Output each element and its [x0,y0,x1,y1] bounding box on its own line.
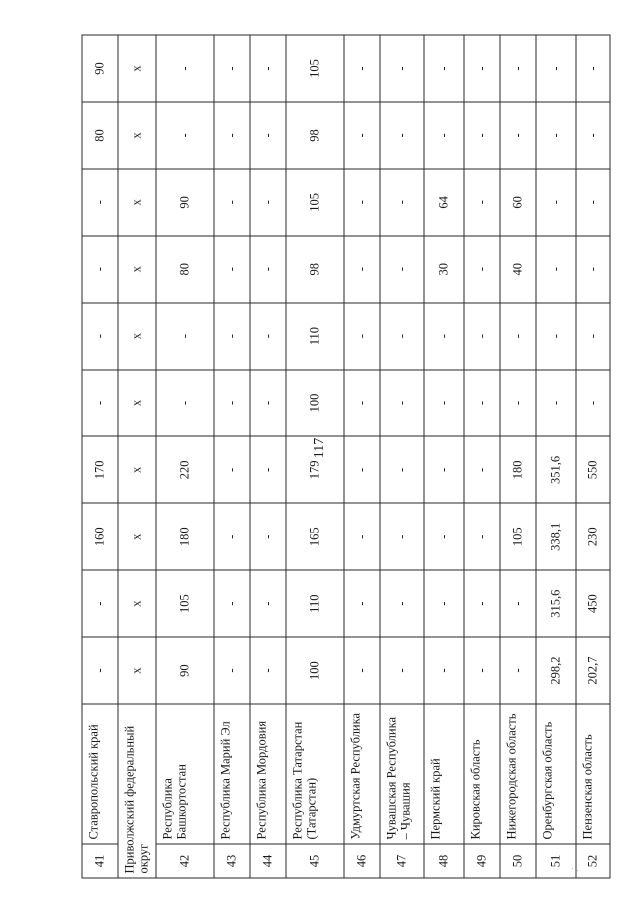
value-cell: - [214,436,250,503]
page-number: 117 [312,437,327,459]
value-cell: - [214,102,250,169]
value-cell: - [250,503,286,570]
value-cell: 450 [576,570,610,637]
value-cell: х [118,436,156,503]
value-cell: - [82,370,118,437]
scan-speck [577,870,578,871]
value-cell: 105 [500,503,536,570]
value-cell: - [536,35,576,102]
table-body [82,35,610,878]
value-cell: - [82,169,118,236]
value-cell: - [576,35,610,102]
value-cell: - [344,503,380,570]
value-cell: х [118,102,156,169]
value-cell: - [250,236,286,303]
value-cell: - [464,570,500,637]
value-cell: 160 [82,503,118,570]
value-cell: - [380,102,424,169]
value-cell: - [576,102,610,169]
value-cell: - [380,303,424,370]
value-cell: х [118,637,156,704]
value-cell: - [576,236,610,303]
value-cell: - [250,303,286,370]
value-cell: - [344,303,380,370]
value-cell: - [380,35,424,102]
value-cell: - [464,303,500,370]
region-name-cell: Пермский край [424,704,464,844]
scan-speck [572,868,573,869]
value-cell: 30 [424,236,464,303]
value-cell: - [464,102,500,169]
value-cell: 105 [286,169,344,236]
region-name-cell: Республика Татарстан (Татарстан) [286,704,344,844]
value-cell: 80 [82,102,118,169]
value-cell: - [380,436,424,503]
region-name-cell: Пензенская область [576,704,610,844]
value-cell: - [464,35,500,102]
value-cell: - [82,236,118,303]
value-cell: 298,2 [536,637,576,704]
value-cell: - [380,503,424,570]
region-name-cell: Чувашская Республика – Чувашия [380,704,424,844]
value-cell: х [118,169,156,236]
region-name-cell: Республика Мордовия [250,704,286,844]
value-cell: - [214,637,250,704]
value-cell: - [424,570,464,637]
value-cell: 80 [156,236,214,303]
value-cell: - [250,637,286,704]
value-cell: - [536,303,576,370]
value-cell: - [464,503,500,570]
value-cell: 90 [156,637,214,704]
table-row [576,35,610,878]
row-number-cell: 49 [464,844,500,878]
value-cell: х [118,35,156,102]
value-cell: 64 [424,169,464,236]
value-cell: 170 [82,436,118,503]
value-cell: 338,1 [536,503,576,570]
value-cell: 351,6 [536,436,576,503]
value-cell: х [118,370,156,437]
value-cell: - [82,303,118,370]
value-cell: - [424,436,464,503]
region-name-cell: Удмуртская Республика [344,704,380,844]
row-number-cell: 48 [424,844,464,878]
value-cell: - [424,303,464,370]
value-cell: - [156,102,214,169]
row-number-cell: 51 [536,844,576,878]
value-cell: 180 [156,503,214,570]
value-cell: 40 [500,236,536,303]
value-cell: 220 [156,436,214,503]
table-row [82,35,118,878]
value-cell: - [214,236,250,303]
value-cell: 98 [286,102,344,169]
value-cell: - [500,303,536,370]
value-cell: х [118,570,156,637]
table-row [214,35,250,878]
value-cell: - [424,503,464,570]
value-cell: 180 [500,436,536,503]
value-cell: 315,6 [536,570,576,637]
value-cell: - [344,370,380,437]
value-cell: - [214,570,250,637]
value-cell: - [344,436,380,503]
value-cell: - [464,637,500,704]
value-cell: - [380,570,424,637]
value-cell: - [214,370,250,437]
table-row [536,35,576,878]
row-number-cell: 41 [82,844,118,878]
value-cell: - [500,102,536,169]
value-cell: - [214,169,250,236]
value-cell: - [250,169,286,236]
value-cell: - [464,436,500,503]
region-name-cell: Нижегородская область [500,704,536,844]
table-row [156,35,214,878]
value-cell: - [424,637,464,704]
value-cell: 550 [576,436,610,503]
value-cell: 90 [156,169,214,236]
table-row [250,35,286,878]
value-cell: х [118,503,156,570]
table-row [286,35,344,878]
value-cell: - [576,370,610,437]
value-cell: 90 [82,35,118,102]
value-cell: - [344,35,380,102]
value-cell: 105 [286,35,344,102]
table-row [344,35,380,878]
value-cell: - [250,102,286,169]
value-cell: - [156,35,214,102]
value-cell: - [344,169,380,236]
value-cell: - [536,370,576,437]
value-cell: - [344,570,380,637]
value-cell: - [536,236,576,303]
value-cell: - [250,35,286,102]
value-cell: 165 [286,503,344,570]
value-cell: 105 [156,570,214,637]
table-container [81,36,600,879]
value-cell: 60 [500,169,536,236]
region-name-cell: Кировская область [464,704,500,844]
value-cell: - [500,637,536,704]
value-cell: - [424,35,464,102]
value-cell: 202,7 [576,637,610,704]
value-cell: - [380,637,424,704]
value-cell: - [82,637,118,704]
value-cell: х [118,236,156,303]
value-cell: - [536,169,576,236]
value-cell: - [214,503,250,570]
value-cell: - [344,236,380,303]
value-cell: 100 [286,370,344,437]
value-cell: х [118,303,156,370]
table-row [500,35,536,878]
row-number-cell: 50 [500,844,536,878]
table-row [424,35,464,878]
row-number-cell: 42 [156,844,214,878]
table-row [464,35,500,878]
value-cell: - [344,102,380,169]
value-cell: 230 [576,503,610,570]
value-cell: - [424,102,464,169]
value-cell: 100 [286,637,344,704]
value-cell: - [250,370,286,437]
region-name-cell: Оренбургская область [536,704,576,844]
value-cell: - [156,303,214,370]
row-number-cell: 52 [576,844,610,878]
table-row [380,35,424,878]
row-number-cell: 45 [286,844,344,878]
value-cell: - [344,637,380,704]
value-cell: - [464,370,500,437]
value-cell: - [82,570,118,637]
value-cell: - [464,236,500,303]
value-cell: - [500,570,536,637]
value-cell: - [380,370,424,437]
value-cell: - [576,303,610,370]
data-table [81,35,610,879]
value-cell: - [500,35,536,102]
value-cell: - [380,169,424,236]
region-name-cell: Республика Марий Эл [214,704,250,844]
value-cell: 179 [286,436,344,503]
region-name-cell: Республика Башкортостан [156,704,214,844]
district-header-cell: Приволжский федеральный округ [118,704,156,878]
value-cell: 110 [286,570,344,637]
row-number-cell: 44 [250,844,286,878]
value-cell: - [214,303,250,370]
value-cell: 98 [286,236,344,303]
value-cell: - [464,169,500,236]
value-cell: - [156,370,214,437]
row-number-cell: 43 [214,844,250,878]
row-number-cell: 46 [344,844,380,878]
table-row [118,35,156,878]
value-cell: 110 [286,303,344,370]
value-cell: - [214,35,250,102]
value-cell: - [424,370,464,437]
value-cell: - [500,370,536,437]
value-cell: - [576,169,610,236]
region-name-cell: Ставропольский край [82,704,118,844]
value-cell: - [250,436,286,503]
value-cell: - [380,236,424,303]
value-cell: - [536,102,576,169]
value-cell: - [250,570,286,637]
row-number-cell: 47 [380,844,424,878]
